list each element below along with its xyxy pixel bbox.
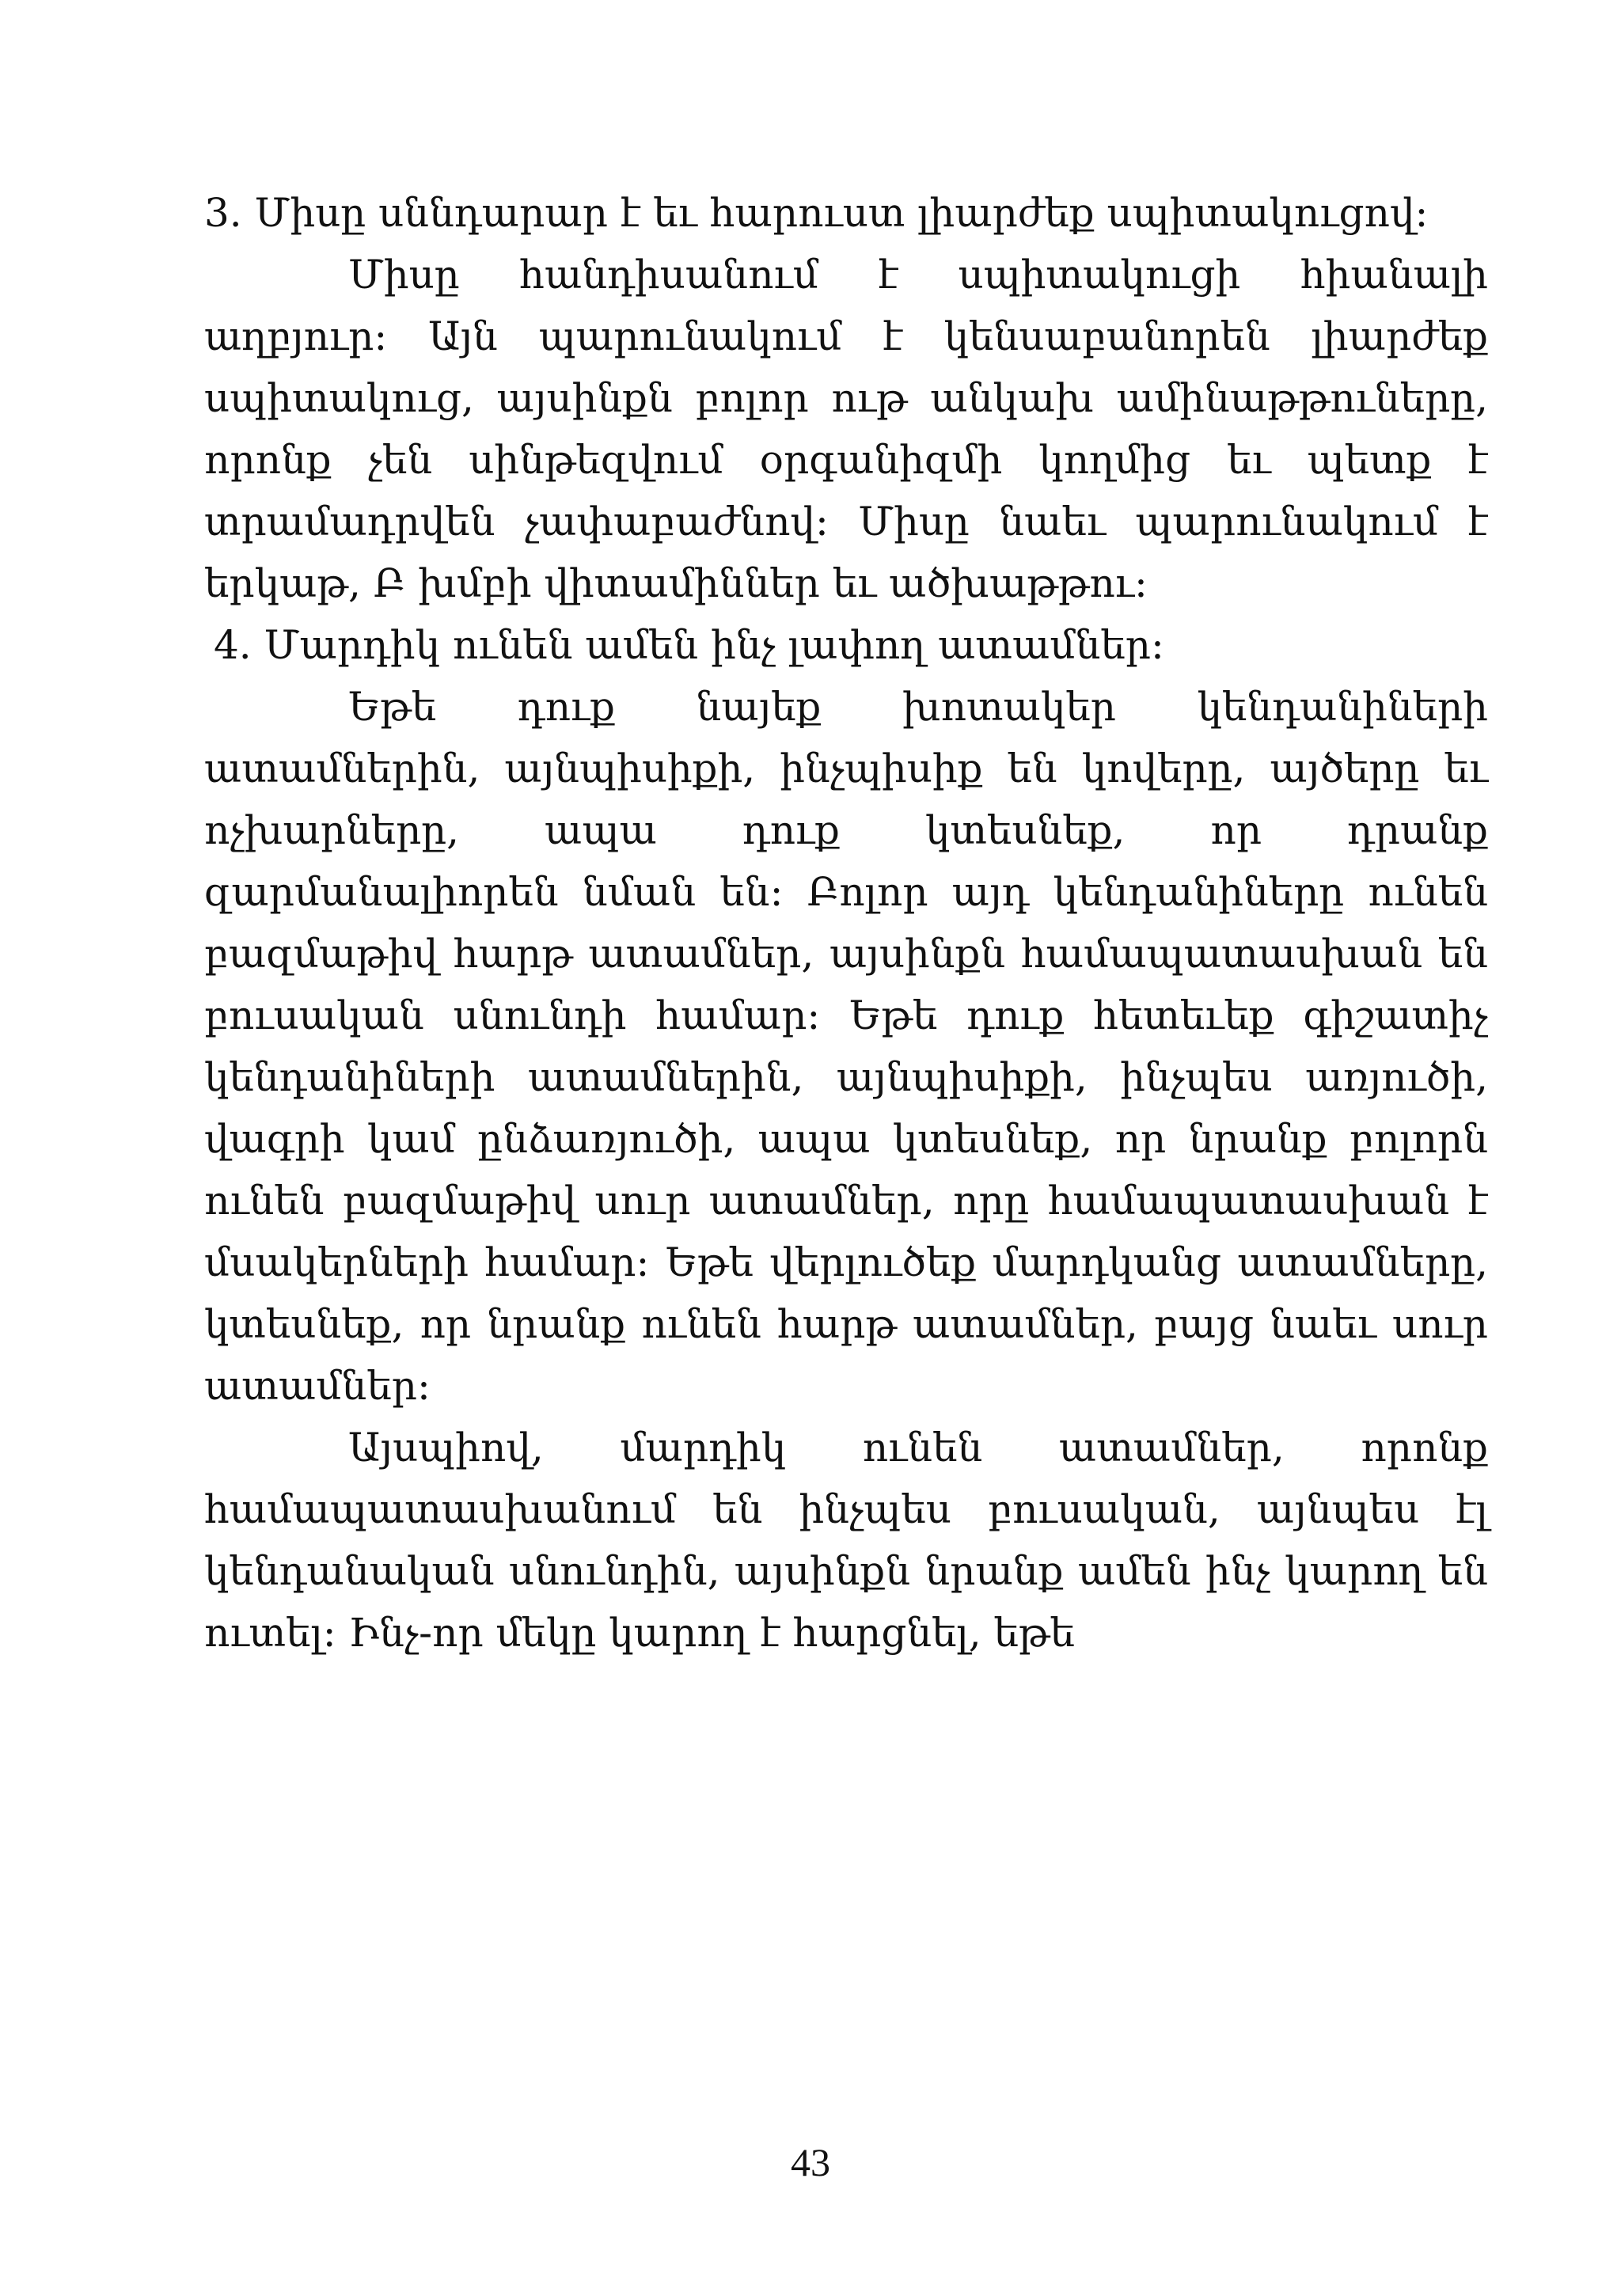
numbered-point-3: 3. Միսը սննդարար է եւ հարուստ լիարժեք սպիտակուցով: xyxy=(204,190,1429,236)
paragraph-animal-teeth: Եթե դուք նայեք խոտակեր կենդանիների ատամներին, այնպիսիքի, ինչպիսիք են կովերը, այծերը եւ ոչխարները, ապա դուք կտեսնեք, որ դրանք զարմանալիորեն նման են: Բոլոր այդ կենդանիները ունեն բազմաթիվ հարթ ատամներ, այսինքն համապատասխան են բուսական սնունդի համար: Եթե դուք հետեւեք գիշատիչ կենդանիների ատամներին, այնպիսիքի, ինչպես առյուծի, վագրի կամ ընձառյուծի, ապա կտեսնեք, որ նրանք բոլորն ունեն բազմաթիվ սուր ատամներ, որը համապատասխան է մսակերների համար: Եթե վերլուծեք մարդկանց ատամները, կտեսնեք, որ նրանք ունեն հարթ ատամներ, բայց նաեւ սուր ատամներ: xyxy=(204,684,1488,1409)
text-column xyxy=(204,182,1488,1664)
page-number: 43 xyxy=(791,2140,830,2184)
paragraph-meat-protein: Միսը հանդիսանում է սպիտակուցի հիանալի աղբյուր: Այն պարունակում է կենսաբանորեն լիարժեք սպիտակուց, այսինքն բոլոր ութ անկախ ամինաթթուները, որոնք չեն սինթեզվում օրգանիզմի կողմից եւ պետք է տրամադրվեն չափաբաժնով: Միսը նաեւ պարունակում է երկաթ, Բ խմբի վիտամիններ եւ ածխաթթու: xyxy=(204,252,1488,606)
numbered-point-4: 4. Մարդիկ ունեն ամեն ինչ լափող ատամներ: xyxy=(214,622,1164,668)
paragraph-human-teeth: Այսպիով, մարդիկ ունեն ատամներ, որոնք համապատասխանում են ինչպես բուսական, այնպես էլ կենդանական սնունդին, այսինքն նրանք ամեն ինչ կարող են ուտել: Ինչ-որ մեկը կարող է հարցնել, եթե xyxy=(204,1425,1488,1656)
